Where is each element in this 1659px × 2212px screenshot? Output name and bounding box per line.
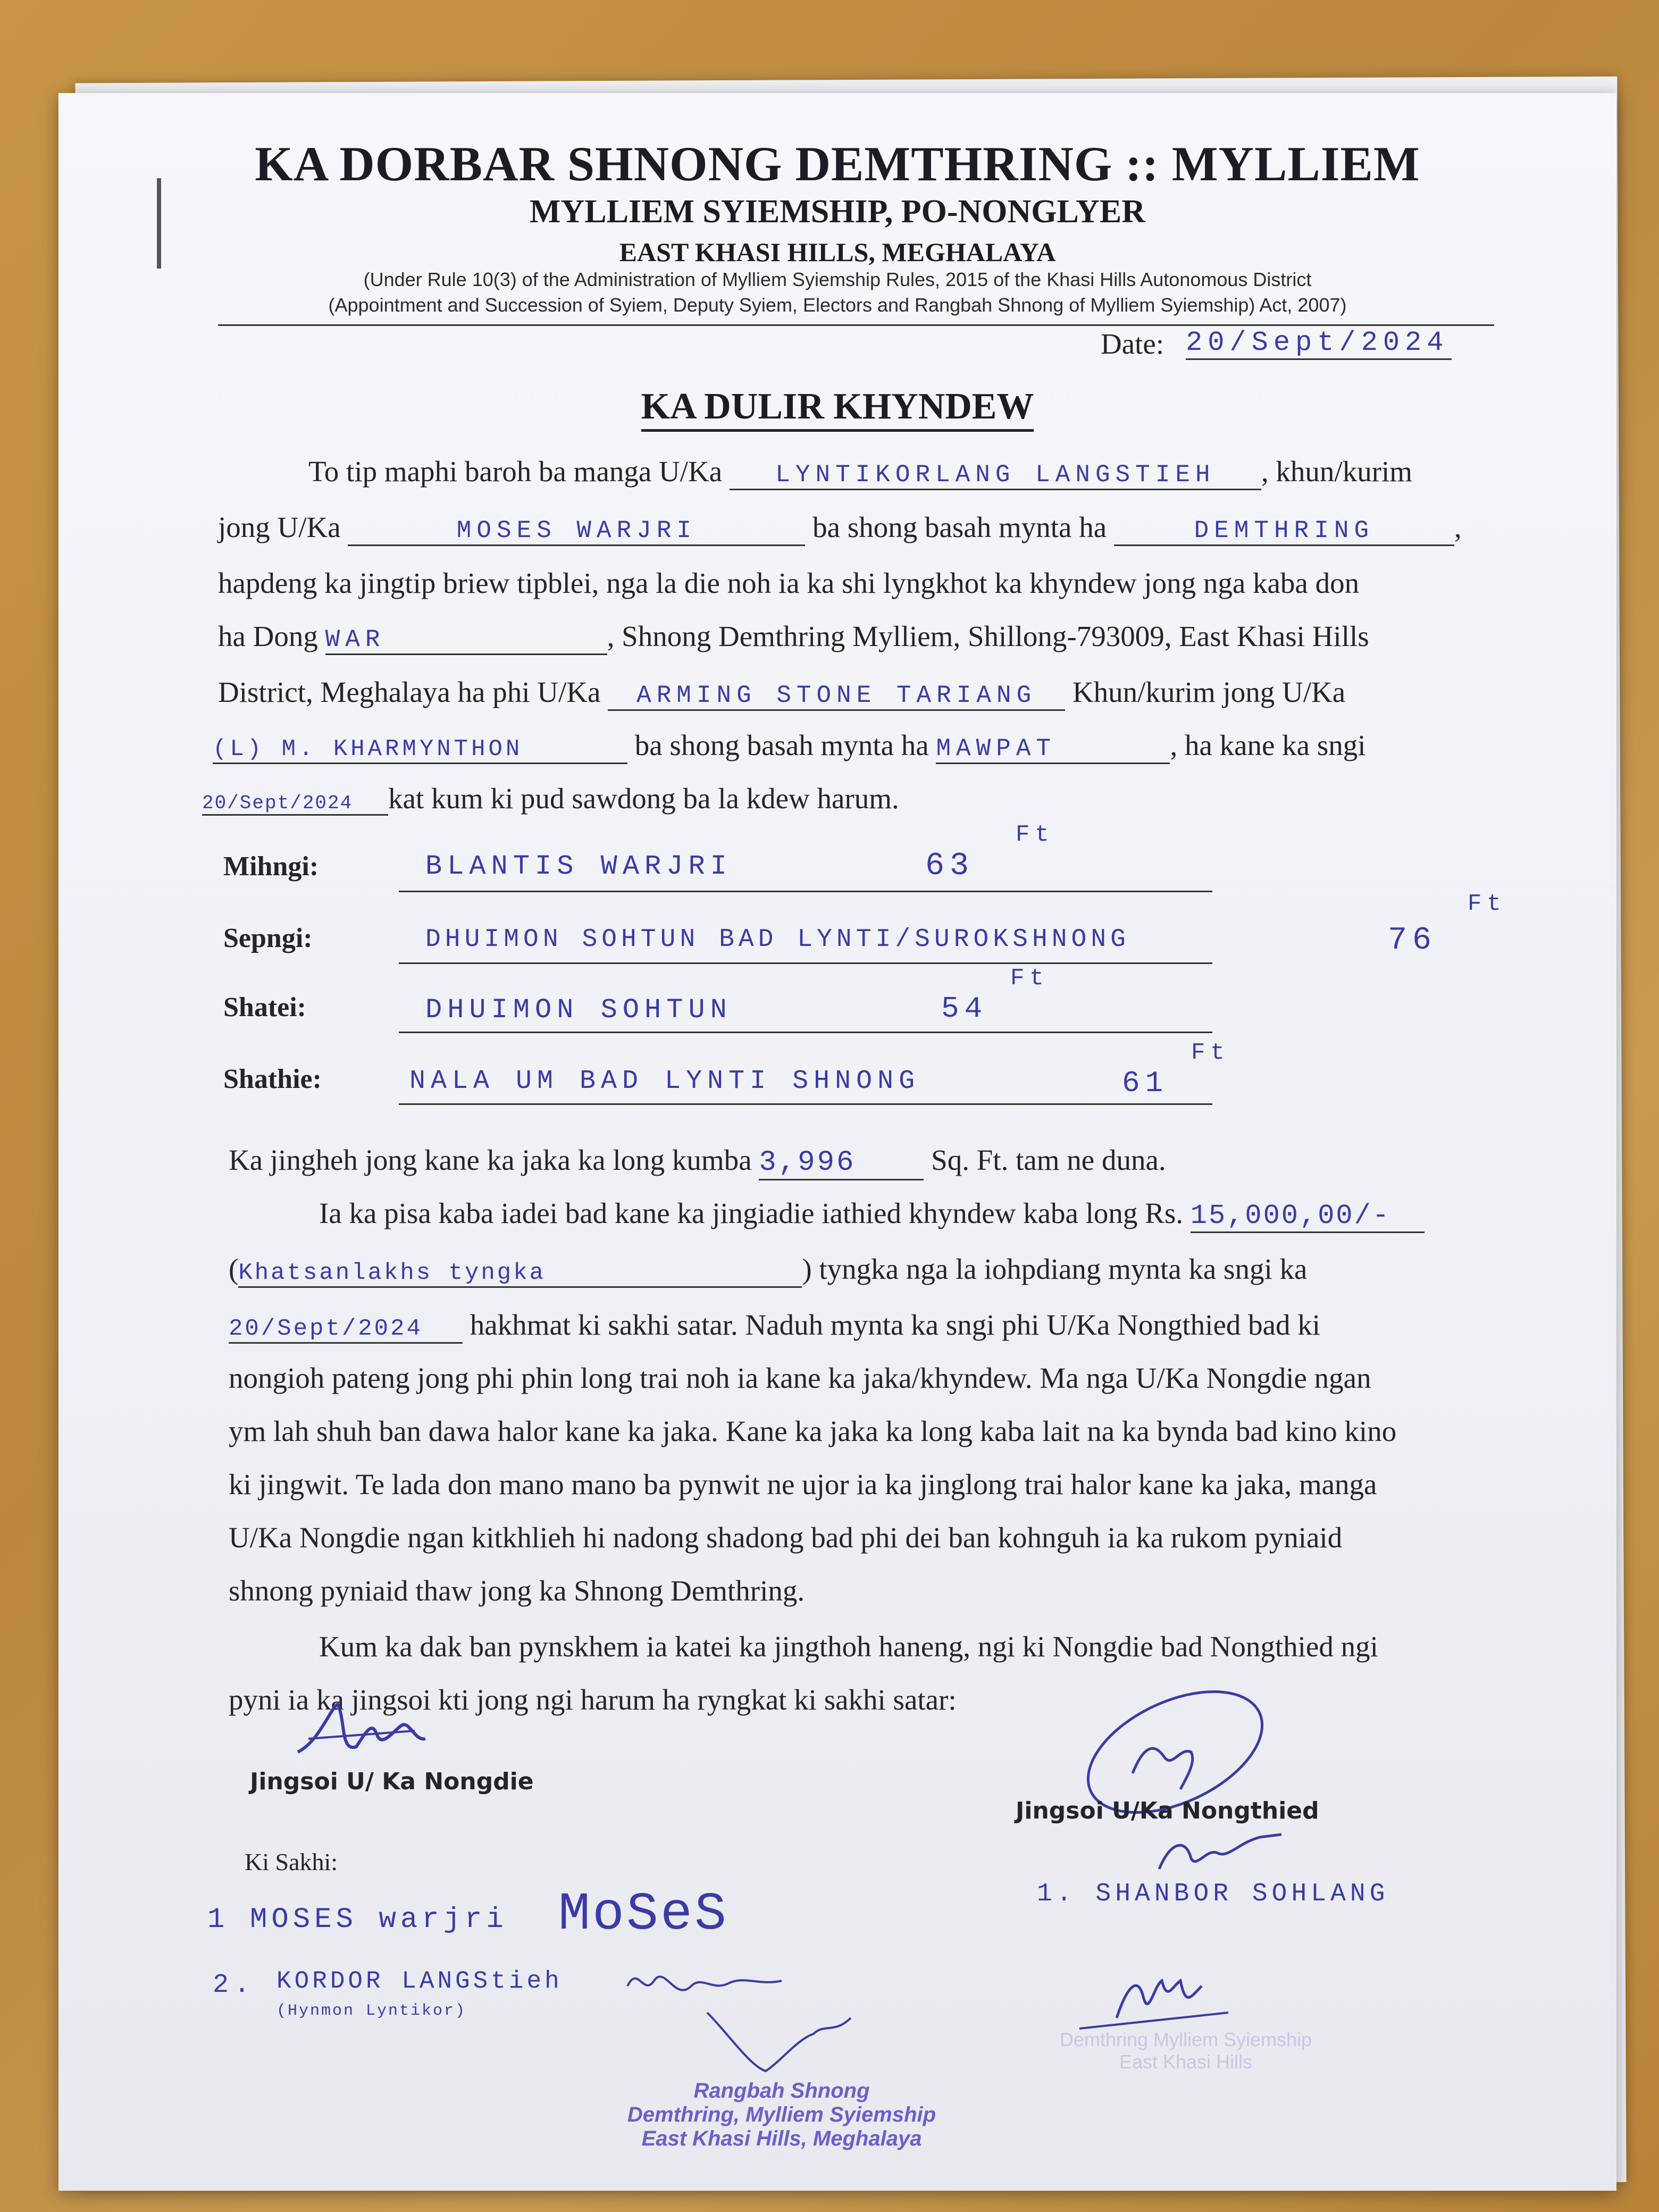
para1-text: District, Meghalaya ha phi U/Ka [218,676,601,708]
document-title [58,386,1616,428]
faint-stamp-line-2: East Khasi Hills [1119,2051,1253,2073]
para1-line7 [202,782,899,816]
amount-words: Khatsanlakhs tyngka [238,1260,802,1288]
date-value: 20/Sept/2024 [1186,327,1452,360]
para1-text: kat kum ki pud sawdong ba la kdew harum. [388,782,899,815]
para1-text: To tip maphi baroh ba manga U/Ka [308,455,723,488]
boundary-length-east: 63 [925,848,975,884]
witness-3-signature [1154,1826,1292,1880]
para1-text: ba shong basah mynta ha [634,729,929,761]
boundary-value-south: NALA UM BAD LYNTI SHNONG [409,1066,920,1096]
boundary-length-west: 76 [1388,923,1437,959]
para2-text: hakhmat ki sakhi satar. Naduh mynta ka sngi phi U/Ka Nongthied bad ki [470,1309,1321,1341]
boundary-unit-east: Ft [1016,822,1054,848]
boundary-line-south [399,1103,1212,1105]
para3-line1: Kum ka dak ban pynskhem ia katei ka jingthoh haneng, ngi ki Nongdie bad Nongthied ngi [319,1630,1378,1663]
boundary-length-south: 61 [1122,1066,1169,1100]
stamp-line-1: Rangbah Shnong [693,2079,870,2102]
para1-text: , khun/kurim [1261,455,1413,488]
boundary-value-north: DHUIMON SOHTUN [425,994,732,1026]
para1-text: , [1454,511,1462,543]
area-line [229,1143,1166,1180]
area-text: Ka jingheh jong kane ka jaka ka long kumba [229,1144,752,1176]
boundary-unit-west: Ft [1468,891,1506,917]
para1-text: ha Dong [218,620,318,652]
witness-label: Ki Sakhi: [245,1848,338,1875]
para1-line3: hapdeng ka jingtip briew tipblei, nga la die noh ia ka shi lyngkhot ka khyndew jong nga kaba don [218,567,1360,599]
para1-text: , Shnong Demthring Mylliem, Shillong-793009, East Khasi Hills [607,620,1369,652]
para1-text: ba shong basah mynta ha [812,511,1107,543]
boundary-label-south: Shathie: [223,1064,322,1094]
para2-line3 [229,1308,1320,1344]
para2-line6: ki jingwit. Te lada don mano mano ba pynwit ne ujor ia ka jinglong trai halor kane ka jaka, manga [229,1468,1377,1501]
stamp-line-3: East Khasi Hills, Meghalaya [641,2127,922,2150]
buyer-residence: MAWPAT [936,735,1170,764]
para2-text: Ia ka pisa kaba iadei bad kane ka jingiadie iathied khyndew kaba long Rs. [319,1197,1184,1229]
seller-residence: DEMTHRING [1114,517,1454,546]
boundary-line-east [399,891,1212,892]
para1-text: jong U/Ka [218,511,341,543]
para2-line5: ym lah shuh ban dawa halor kane ka jaka. Kane ka jaka ka long kaba lait na ka bynda bad kino kino [229,1415,1397,1447]
boundary-label-west: Sepngi: [223,923,313,953]
para2-text: ( [229,1253,239,1285]
witness-1-name: MOSES warjri [250,1904,508,1936]
para2-line2 [229,1252,1307,1288]
para2-line7: U/Ka Nongdie ngan kitkhlieh hi nadong shadong bad phi dei ban kohnguh ia ka rukom pyniaid [229,1521,1343,1554]
witness-3-name: 1. SHANBOR SOHLANG [1037,1880,1389,1908]
para1-line4 [218,619,1369,655]
seller-parent: MOSES WARJRI [348,517,805,546]
boundary-unit-south: Ft [1191,1040,1230,1066]
para2-text: ) tyngka nga la iohpdiang mynta ka sngi ka [802,1253,1308,1285]
payment-date: 20/Sept/2024 [229,1316,463,1344]
dong-name: WAR [325,626,607,655]
boundary-value-east: BLANTIS WARJRI [425,851,732,882]
boundary-label-east: Mihngi: [223,851,319,882]
header-rule [218,324,1494,326]
header-note-2: (Appointment and Succession of Syiem, Deputy Syiem, Electors and Rangbah Shnong of Mylliem Syiemship) Act, 2007) [328,294,1347,316]
witness-1-number: 1 [207,1904,230,1936]
sale-date: 20/Sept/2024 [202,792,388,816]
para2-line8: shnong pyniaid thaw jong ka Shnong Demthring. [229,1574,805,1607]
para1-line2 [218,510,1462,546]
para1-text: Khun/kurim jong U/Ka [1072,676,1346,708]
boundary-value-west: DHUIMON SOHTUN BAD LYNTI/SUROKSHNONG [425,925,1130,954]
seller-name: LYNTIKORLANG LANGSTIEH [730,461,1261,490]
para1-text: , ha kane ka sngi [1170,729,1366,761]
witness-2-name: KORDOR LANGStieh [276,1967,563,1995]
faint-stamp-line-1: Demthring Mylliem Syiemship [1059,2029,1312,2050]
para3-line2: pyni ia ka jingsoi kti jong ngi harum ha ryngkat ki sakhi satar: [229,1683,957,1716]
document-sheet [58,93,1616,2191]
header-note-1: (Under Rule 10(3) of the Administration of Mylliem Syiemship Rules, 2015 of the Khasi Hills Autonomous District [363,269,1312,290]
boundary-line-west [399,962,1212,964]
amount-value: 15,000,00/- [1191,1200,1425,1233]
area-text: Sq. Ft. tam ne duna. [931,1144,1166,1176]
buyer-signature-label: Jingsoi U/Ka Nongthied [1016,1797,1319,1824]
buyer-parent: (L) M. KHARMYNTHON [213,736,627,764]
header-subtitle: MYLLIEM SYIEMSHIP, PO-NONGLYER [529,194,1146,230]
buyer-name: ARMING STONE TARIANG [608,682,1065,711]
para1-line5 [218,675,1345,711]
witness-2-number: 2. [213,1970,256,2000]
witness-1-signature: MoSeS [558,1885,729,1945]
boundary-line-north [399,1032,1212,1033]
header-district: EAST KHASI HILLS, MEGHALAYA [619,237,1056,267]
faint-stamp [994,2029,1377,2073]
boundary-unit-north: Ft [1010,965,1049,992]
boundary-length-north: 54 [941,992,988,1026]
rangbah-stamp [548,2079,1016,2151]
stamp-signature [697,2002,867,2082]
stamp-line-2: Demthring, Mylliem Syiemship [627,2103,936,2126]
para2-line1 [319,1196,1425,1233]
para1-line6 [213,728,1366,764]
area-value: 3,996 [759,1146,924,1180]
date-label: Date: [1101,328,1164,360]
para2-line4: nongioh pateng jong phi phin long trai noh ia kane ka jaka/khyndew. Ma nga U/Ka Nongdie ngan [229,1362,1371,1394]
seller-signature [287,1688,447,1773]
document-title-text: KA DULIR KHYNDEW [641,386,1034,432]
seller-signature-label: Jingsoi U/ Ka Nongdie [250,1768,534,1795]
header-title: KA DORBAR SHNONG DEMTHRING :: MYLLIEM [255,137,1420,191]
witness-2-subname: (Hynmon Lyntikor) [276,2002,467,2020]
para1-line1 [308,455,1412,490]
boundary-label-north: Shatei: [223,992,306,1023]
